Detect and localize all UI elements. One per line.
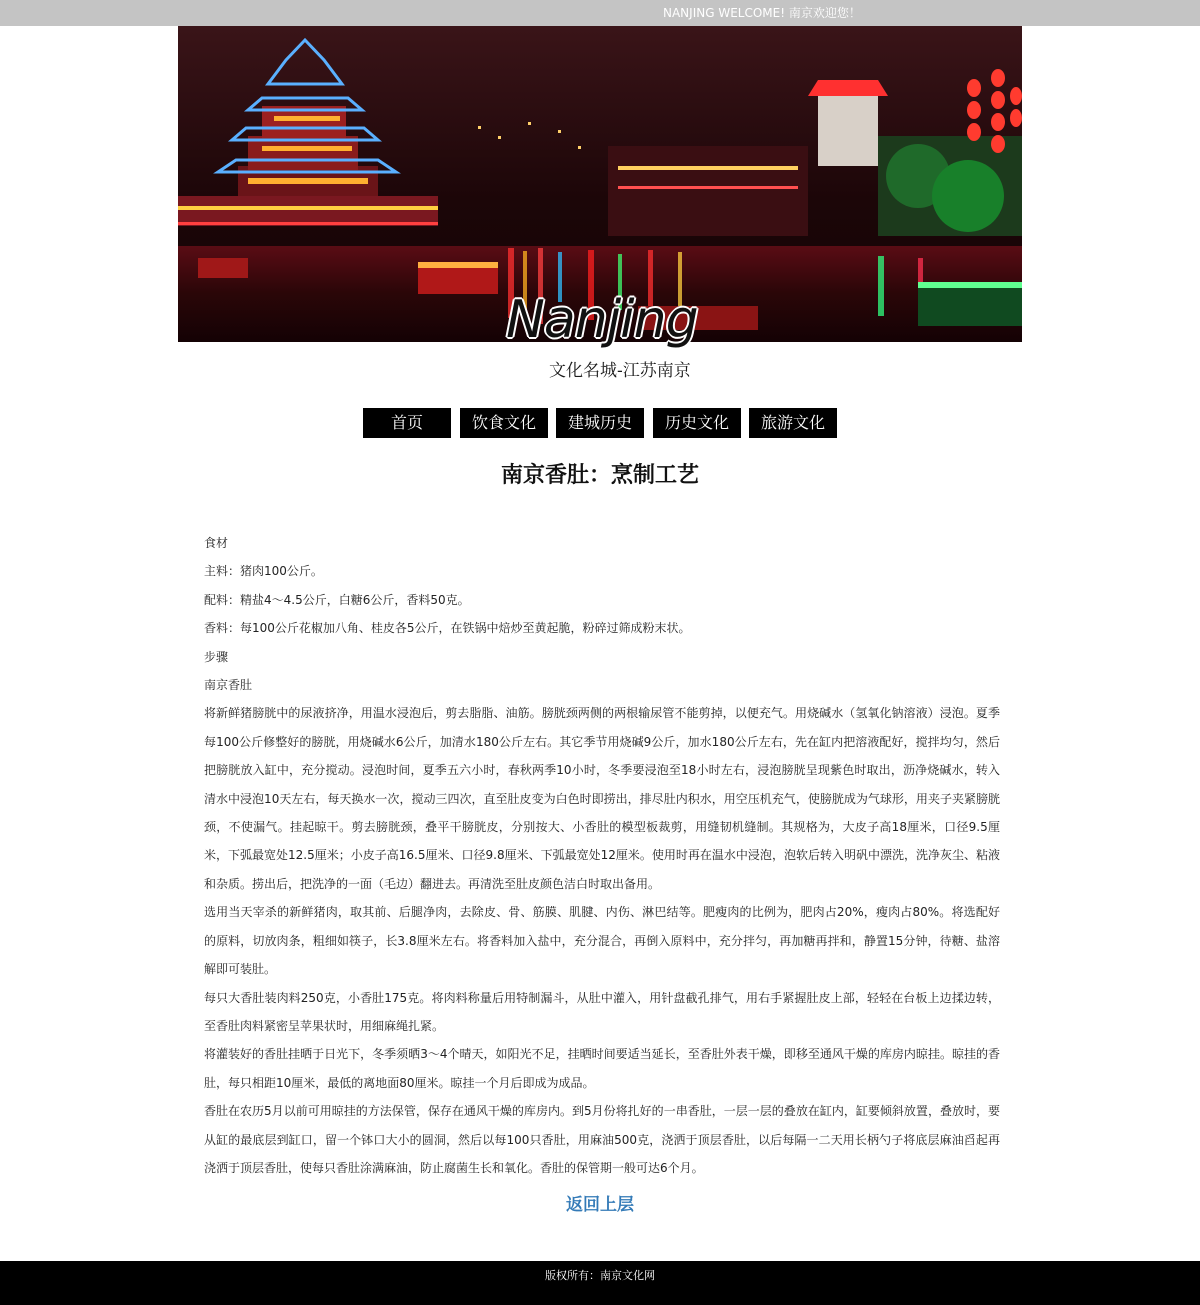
top-bar <box>0 0 1200 26</box>
section-heading-nanjing-xiangdu: 南京香肚 <box>204 678 253 693</box>
paragraph-spices: 香料：每100公斤花椒加八角、桂皮各5公斤，在铁锅中焙炒至黄起脆，粉碎过筛成粉末状。 <box>204 621 691 636</box>
article-content <box>204 529 1000 1182</box>
paragraph-step-filling: 每只大香肚装肉料250克，小香肚175克。将肉料称量后用特制漏斗，从肚中灌入，用针盘截孔排气，用右手紧握肚皮上部，轻轻在台板上边揉边转，至香肚肉料紧密呈苹果状时，用细麻绳扎紧。 <box>204 990 1000 1033</box>
paragraph-step-storage: 香肚在农历5月以前可用晾挂的方法保管，保存在通风干燥的库房内。到5月份将扎好的一串香肚，一层一层的叠放在缸内，缸要倾斜放置，叠放时，要从缸的最底层到缸口，留一个钵口大小的圆洞，然后以每100只香肚，用麻油500克，浇洒于顶层香肚，以后每隔一二天用长柄勺子将底层麻油舀起再浇洒于顶层香肚，使每只香肚涂满麻油，防止腐菌生长和氧化。香肚的保管期一般可达6个月。 <box>204 1104 1000 1175</box>
nav-item-tourism-culture[interactable]: 旅游文化 <box>749 408 837 438</box>
paragraph-step-meat: 选用当天宰杀的新鲜猪肉，取其前、后腿净肉，去除皮、骨、筋膜、肌腱、内伤、淋巴结等。肥瘦肉的比例为，肥肉占20%，瘦肉占80%。将选配好的原料，切放肉条，粗细如筷子，长3.8厘米左右。将香料加入盐中，充分混合，再倒入原料中，充分拌匀，再加糖再拌和，静置15分钟，待糖、盐溶解即可装肚。 <box>204 905 1000 977</box>
copyright-text: 版权所有：南京文化网 <box>545 1269 655 1282</box>
nanjing-logo-wordmark: Nanjing <box>506 290 698 350</box>
back-link[interactable]: 返回上层 <box>566 1195 634 1215</box>
nav-item-home[interactable]: 首页 <box>363 408 451 438</box>
nav-item-historical-culture[interactable]: 历史文化 <box>653 408 741 438</box>
footer <box>0 1261 1200 1305</box>
paragraph-main-ingredient: 主料：猪肉100公斤。 <box>204 564 323 579</box>
paragraph-step-drying: 将灌装好的香肚挂晒于日光下，冬季须晒3～4个晴天，如阳光不足，挂晒时间要适当延长，至香肚外表干燥，即移至通风干燥的库房内晾挂。晾挂的香肚，每只相距10厘米，最低的离地面80厘米。晾挂一个月后即成为成品。 <box>204 1047 1000 1090</box>
article-title: 南京香肚：烹制工艺 <box>500 463 699 488</box>
section-heading-ingredients: 食材 <box>204 536 229 550</box>
nav-item-city-history[interactable]: 建城历史 <box>556 408 644 438</box>
paragraph-side-ingredients: 配料：精盐4～4.5公斤，白糖6公斤，香料50克。 <box>204 592 470 607</box>
welcome-text: NANJING WELCOME! 南京欢迎您！ <box>663 6 861 20</box>
paragraph-step-casing: 将新鲜猪膀胱中的尿液挤净，用温水浸泡后，剪去脂脂、油筋。膀胱颈两侧的两根输尿管不能剪掉，以便充气。用烧碱水（氢氧化钠溶液）浸泡。夏季每100公斤修整好的膀胱，用烧碱水6公斤，加清水180公斤左右。其它季节用烧碱9公斤，加水180公斤左右，先在缸内把溶液配好，搅拌均匀，然后把膀胱放入缸中，充分搅动。浸泡时间，夏季五六小时，春秋两季10小时，冬季要浸泡至18小时左右，浸泡膀胱呈现紫色时取出，沥净烧碱水，转入清水中浸泡10天左右，每天换水一次，搅动三四次，直至肚皮变为白色时即捞出，排尽肚内积水，用空压机充气，使膀胱成为气球形，用夹子夹紧膀胱颈，不使漏气。挂起晾干。剪去膀胱颈，叠平干膀胱皮，分别按大、小香肚的模型板裁剪，用缝韧机缝制。其规格为，大皮子高18厘米，口径9.5厘米，下弧最宽处12.5厘米；小皮子高16.5厘米、口径9.8厘米、下弧最宽处12厘米。使用时再在温水中浸泡，泡软后转入明矾中漂洗，洗净灰尘、粘液和杂质。捞出后，把洗净的一面（毛边）翻进去。再清洗至肚皮颜色洁白时取出备用。 <box>204 706 1000 891</box>
logo-subtitle: 文化名城-江苏南京 <box>549 361 691 381</box>
section-heading-steps: 步骤 <box>204 649 229 664</box>
nav-item-food-culture[interactable]: 饮食文化 <box>460 408 548 438</box>
